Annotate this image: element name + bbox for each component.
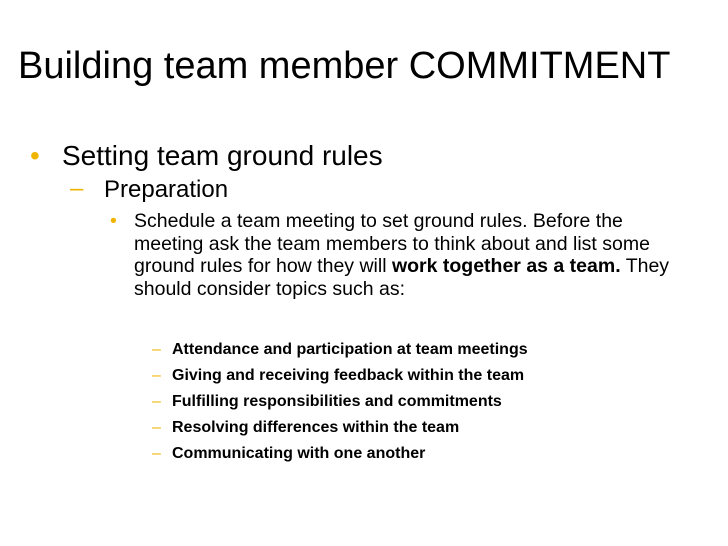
dash-bullet-icon: –	[152, 393, 161, 410]
paragraph-bold-text: work together as a team.	[391, 255, 621, 277]
list-item	[152, 416, 528, 442]
dash-bullet-icon: –	[152, 367, 161, 384]
sub-item-list	[152, 338, 528, 468]
list-item-text: Resolving differences within the team	[172, 419, 460, 436]
list-item	[152, 364, 528, 390]
list-item	[152, 338, 528, 364]
bullet-level3-paragraph	[134, 210, 670, 300]
dash-bullet-icon: –	[152, 419, 161, 436]
bullet-level2-text: Preparation	[104, 176, 229, 203]
bullet-dash-icon: –	[70, 175, 84, 202]
list-item	[152, 390, 528, 416]
bullet-dot-icon: •	[30, 140, 40, 171]
bullet-level1	[30, 139, 383, 173]
dash-bullet-icon: –	[152, 445, 161, 462]
bullet-level1-text: Setting team ground rules	[62, 140, 383, 171]
bullet-level3	[110, 210, 670, 300]
bullet-dot-icon: •	[110, 210, 117, 232]
paragraph-text-start: Schedule a team meeting to set ground rules. Before the meeting ask the team members to think about and list some ground rules for how they will	[134, 210, 650, 277]
list-item-text: Communicating with one another	[172, 445, 426, 462]
list-item-text: Attendance and participation at team meetings	[172, 341, 528, 358]
list-item-text: Giving and receiving feedback within the team	[172, 367, 525, 384]
bullet-level2	[70, 176, 228, 204]
dash-bullet-icon: –	[152, 341, 161, 358]
slide-title: Building team member COMMITMENT	[18, 45, 671, 87]
list-item	[152, 442, 528, 468]
paragraph-text-end: They should consider topics such as:	[134, 255, 670, 300]
list-item-text: Fulfilling responsibilities and commitments	[172, 393, 502, 410]
